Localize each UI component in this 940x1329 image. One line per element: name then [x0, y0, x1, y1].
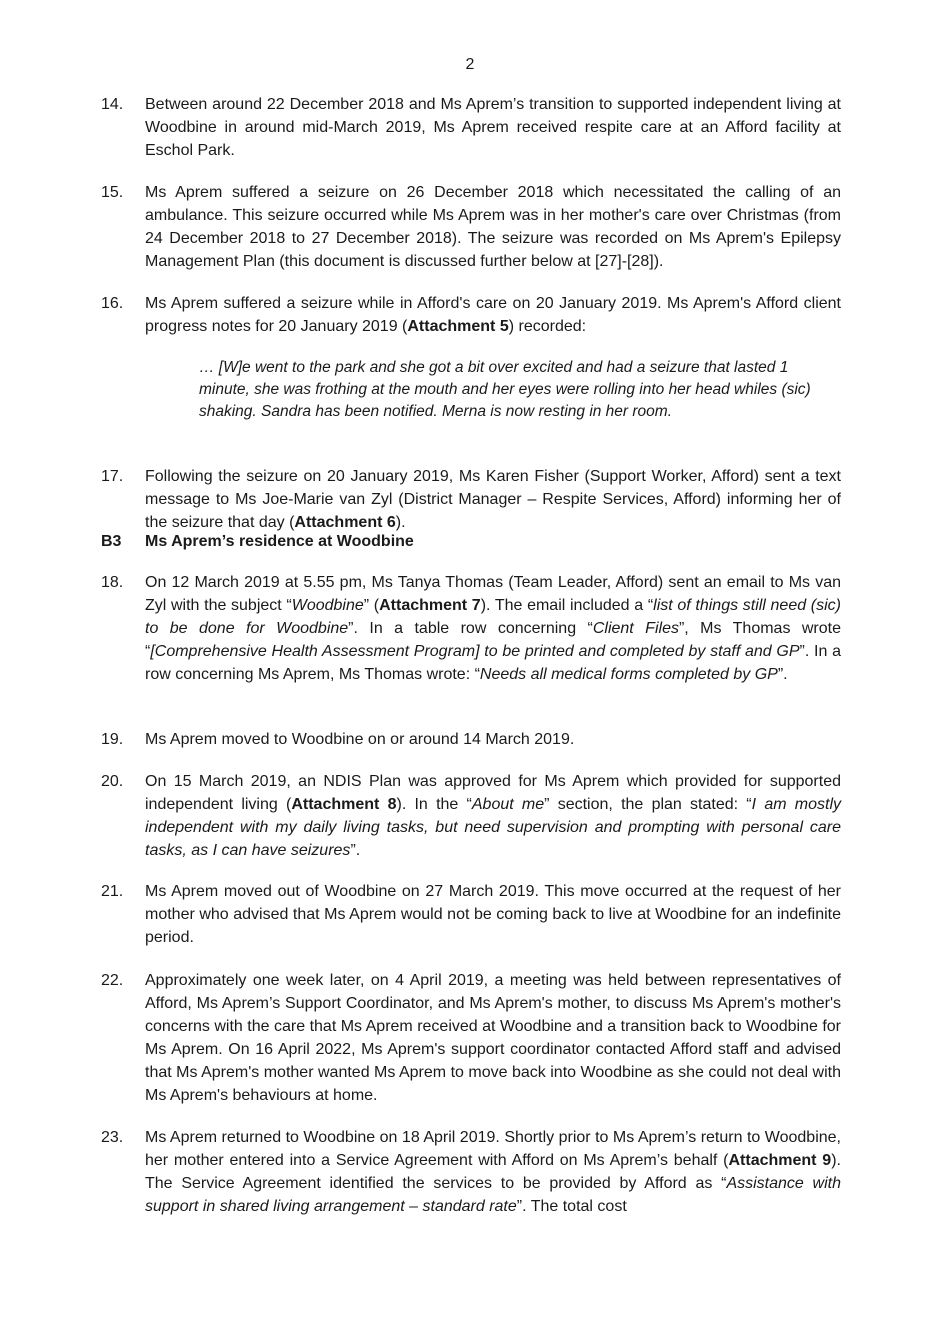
text-run: ). [395, 514, 406, 531]
text-run: ). The email included a “ [480, 597, 654, 614]
paragraph-17 [101, 465, 841, 534]
paragraph-number: 18. [101, 574, 124, 591]
paragraph-text [145, 770, 841, 862]
paragraph-number: 23. [101, 1129, 124, 1146]
paragraph-23 [101, 1126, 841, 1218]
paragraph-text [145, 571, 841, 686]
section-number: B3 [101, 533, 122, 550]
paragraph-number: 19. [101, 731, 124, 748]
paragraph-number: 21. [101, 883, 124, 900]
paragraph-number: 14. [101, 96, 124, 113]
paragraph-text: Ms Aprem moved out of Woodbine on 27 March 2019. This move occurred at the request of her mother who advised that Ms Aprem would not be coming back to live at Woodbine for an indefinite period. [145, 883, 841, 946]
section-heading [101, 530, 841, 553]
text-run: ). In the “ [396, 796, 472, 813]
text-run: Following the seizure on 20 January 2019, Ms Karen Fisher (Support Worker, Afford) sent a text message to Ms Joe-Marie van Zyl (District Manager – Respite Services, Afford) informing her of the seizure that day ( [145, 468, 841, 531]
italic-run: I am mostly independent with my daily living tasks, but need supervision and prompting with personal care tasks, as I can have seizures [145, 796, 842, 859]
attachment-reference: Attachment 8 [291, 796, 397, 813]
italic-run: list of things still need (sic) to be done for Woodbine [145, 597, 842, 637]
italic-run: Assistance with support in shared living arrangement – standard rate [145, 1175, 842, 1215]
text-run: ). The Service Agreement identified the services to be provided by Afford as “ [145, 1152, 841, 1192]
text-run: ” section, the plan stated: “ [544, 796, 752, 813]
italic-run: Woodbine [291, 597, 364, 614]
block-quote: … [W]e went to the park and she got a bit over excited and had a seizure that lasted 1 minute, she was frothing at the mouth and her eyes were rolling into her head whiles (sic) shaking. Sandra has been notified. Merna is now resting in her room. [199, 359, 811, 420]
paragraph-16 [101, 292, 841, 338]
text-run: ”, Ms Thomas wrote “ [145, 620, 841, 660]
paragraph-19 [101, 728, 841, 751]
italic-run: [Comprehensive Health Assessment Program] to be printed and completed by staff and GP [150, 643, 800, 660]
attachment-reference: Attachment 7 [379, 597, 481, 614]
italic-run: Needs all medical forms completed by GP [479, 666, 778, 683]
paragraph-20 [101, 770, 841, 862]
paragraph-text: Between around 22 December 2018 and Ms Aprem’s transition to supported independent living at Woodbine in around mid-March 2019, Ms Aprem received respite care at an Afford facility at Eschol Park. [145, 96, 841, 159]
paragraph-number: 22. [101, 972, 124, 989]
paragraph-18 [101, 571, 841, 686]
text-run: ” ( [363, 597, 380, 614]
italic-run: Client Files [592, 620, 679, 637]
attachment-reference: Attachment 5 [407, 318, 509, 335]
italic-run: About me [471, 796, 545, 813]
paragraph-number: 16. [101, 295, 124, 312]
paragraph-number: 20. [101, 773, 124, 790]
text-run: ) recorded: [508, 318, 587, 335]
text-run: On 15 March 2019, an NDIS Plan was approved for Ms Aprem which provided for supported independent living ( [145, 773, 841, 813]
paragraph-text: Approximately one week later, on 4 April 2019, a meeting was held between representatives of Afford, Ms Aprem’s Support Coordinator, and Ms Aprem's mother, to discuss Ms Aprem's mother's concerns with the care that Ms Aprem received at Woodbine and a transition back to Woodbine for Ms Aprem. On 16 April 2022, Ms Aprem's support coordinator contacted Afford staff and advised that Ms Aprem's mother wanted Ms Aprem to move back into Woodbine as she could not deal with Ms Aprem's behaviours at home. [145, 972, 841, 1104]
paragraph-number: 17. [101, 468, 124, 485]
paragraph-15 [101, 181, 841, 273]
page-number: 2 [465, 56, 475, 73]
paragraph-21 [101, 880, 841, 949]
text-run: Ms Aprem returned to Woodbine on 18 April 2019. Shortly prior to Ms Aprem’s return to Woodbine, her mother entered into a Service Agreement with Afford on Ms Aprem’s behalf ( [145, 1129, 841, 1169]
text-run: Ms Aprem suffered a seizure while in Afford's care on 20 January 2019. Ms Aprem's Afford client progress notes for 20 January 2019 ( [145, 295, 841, 335]
text-run: ”. [777, 666, 788, 683]
attachment-reference: Attachment 9 [728, 1152, 832, 1169]
paragraph-number: 15. [101, 184, 124, 201]
paragraph-text [145, 292, 841, 338]
paragraph-text [145, 465, 841, 534]
section-title: Ms Aprem’s residence at Woodbine [145, 533, 414, 550]
paragraph-text: Ms Aprem suffered a seizure on 26 December 2018 which necessitated the calling of an ambulance. This seizure occurred while Ms Aprem was in her mother's care over Christmas (from 24 December 2018 to 27 December 2018). The seizure was recorded on Ms Aprem's Epilepsy Management Plan (this document is discussed further below at [27]-[28]). [145, 184, 841, 270]
text-run: ”. The total cost [516, 1198, 627, 1215]
text-run: ”. In a row concerning Ms Aprem, Ms Thomas wrote: “ [145, 643, 841, 683]
paragraph-22 [101, 969, 841, 1107]
text-run: On 12 March 2019 at 5.55 pm, Ms Tanya Thomas (Team Leader, Afford) sent an email to Ms van Zyl with the subject “ [145, 574, 841, 614]
paragraph-text [145, 1126, 841, 1218]
text-run: ”. [350, 842, 361, 859]
attachment-reference: Attachment 6 [294, 514, 396, 531]
text-run: ”. In a table row concerning “ [348, 620, 593, 637]
paragraph-text: Ms Aprem moved to Woodbine on or around 14 March 2019. [145, 731, 575, 748]
paragraph-14 [101, 93, 841, 162]
